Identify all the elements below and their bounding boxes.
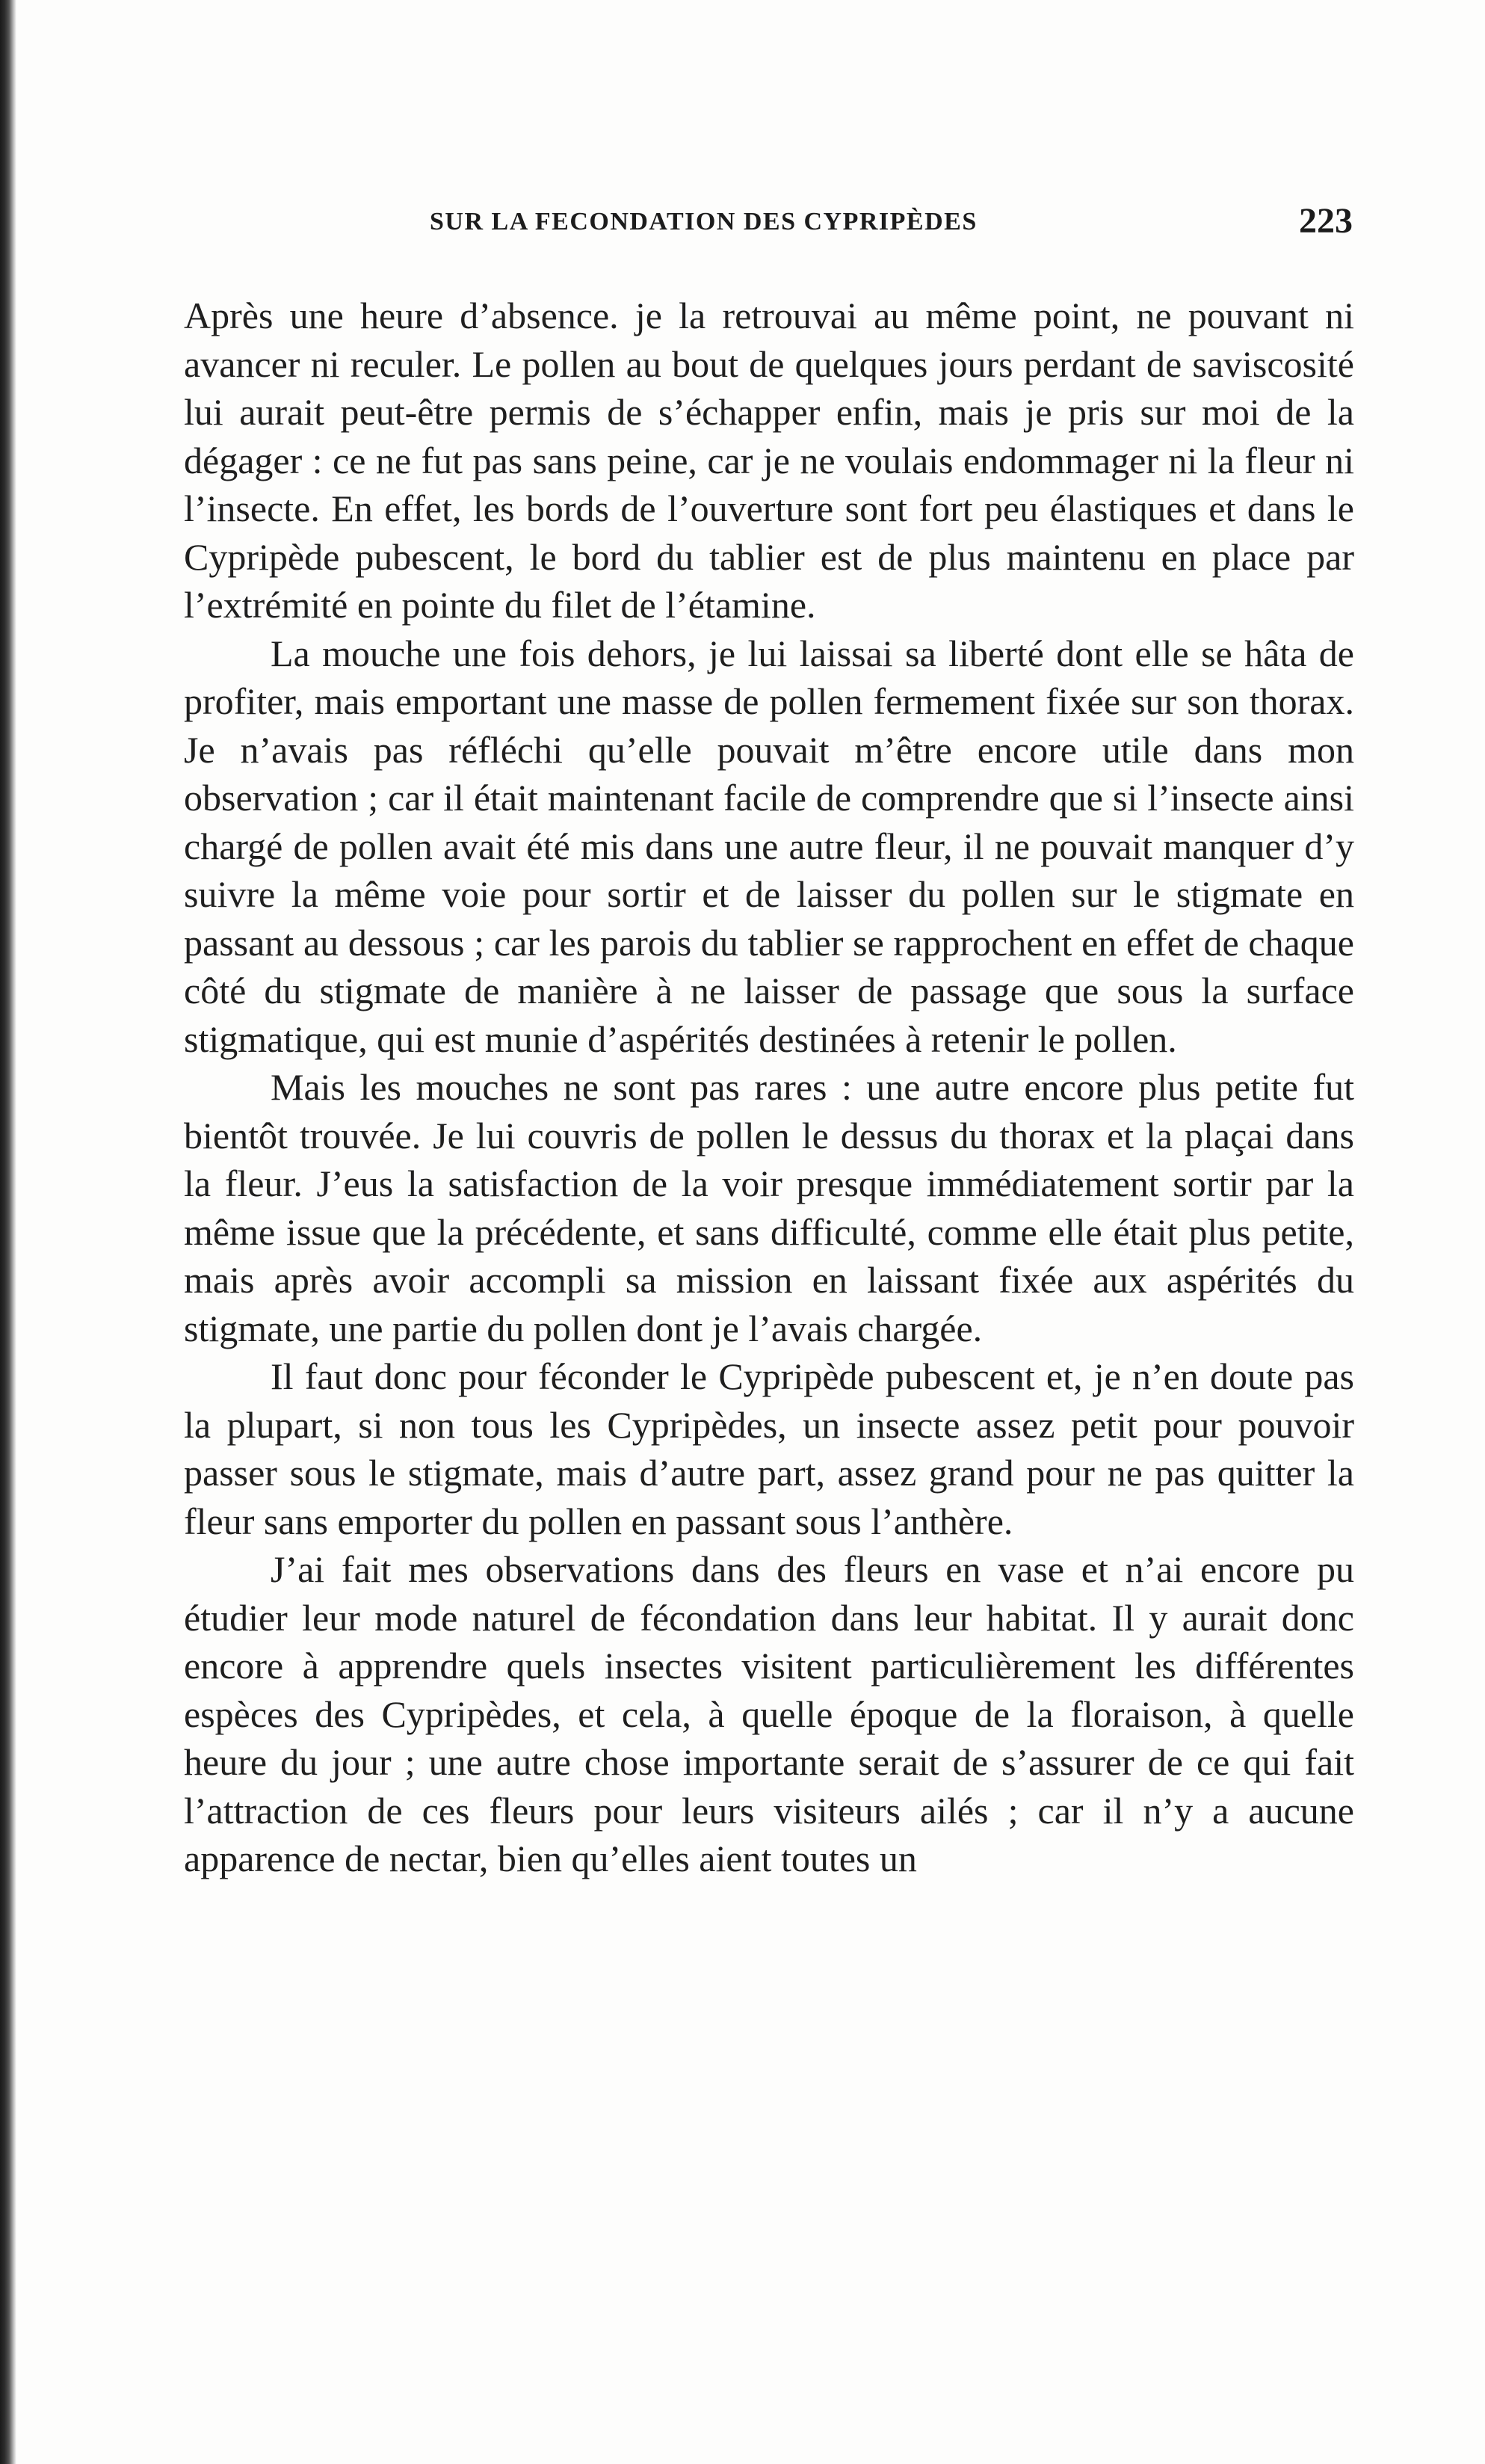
paragraph-2: La mouche une fois dehors, je lui laissai sa liberté dont elle se hâta de profiter, mais emportant une masse de pollen fermement fixée sur son thorax. Je n’avais pas réfléchi qu’elle pouvait m’être encore utile dans mon observation ; car il était maintenant facile de comprendre que si l’insecte ainsi chargé de pollen avait été mis dans une autre fleur, il ne pouvait manquer d’y suivre la même voie pour sortir et de laisser du pollen sur le stigmate en passant au dessous ; car les parois du tablier se rapprochent en effet de chaque côté du stigmate de manière à ne laisser de passage que sous la surface stigmatique, qui est munie d’aspérités destinées à retenir le pollen.: [184, 632, 1354, 1060]
paragraph-4: Il faut donc pour féconder le Cypripède pubescent et, je n’en doute pas la plupart, si non tous les Cypripèdes, un insecte assez petit pour pouvoir passer sous le stigmate, mais d’autre part, assez grand pour ne pas quitter la fleur sans emporter du pollen en passant sous l’anthère.: [184, 1355, 1354, 1542]
page-binding-edge: [0, 0, 16, 2464]
paragraph-3: Mais les mouches ne sont pas rares : une autre encore plus petite fut bientôt trouvée. Je lui couvris de pollen le dessus du thorax et la plaçai dans la fleur. J’eus la satisfaction de la voir presque immédiatement sortir par la même issue que la précédente, et sans difficulté, comme elle était plus petite, mais après avoir accompli sa mission en laissant fixée aux aspérités du stigmate, une partie du pollen dont je l’avais chargée.: [184, 1066, 1354, 1349]
page-header: [0, 200, 1485, 245]
body-text: [184, 292, 1354, 1883]
paragraph-1: Après une heure d’absence. je la retrouvai au même point, ne pouvant ni avancer ni reculer. Le pollen au bout de quelques jours perdant de saviscosité lui aurait peut-être permis de s’échapper enfin, mais je pris sur moi de la dégager : ce ne fut pas sans peine, car je ne voulais endommager ni la fleur ni l’insecte. En effet, les bords de l’ouverture sont fort peu élastiques et dans le Cypripède pubescent, le bord du tablier est de plus maintenu en place par l’extrémité en pointe du filet de l’étamine.: [184, 295, 1354, 626]
page-number: 223: [1299, 201, 1353, 241]
running-title: SUR LA FECONDATION DES CYPRIPÈDES: [430, 208, 978, 235]
paragraph-5: J’ai fait mes observations dans des fleurs en vase et n’ai encore pu étudier leur mode naturel de fécondation dans leur habitat. Il y aurait donc encore à apprendre quels insectes visitent particulièrement les différentes espèces des Cypripèdes, et cela, à quelle époque de la floraison, à quelle heure du jour ; une autre chose importante serait de s’assurer de ce qui fait l’attraction de ces fleurs pour leurs visiteurs ailés ; car il n’y a aucune apparence de nectar, bien qu’elles aient toutes un: [184, 1548, 1354, 1879]
